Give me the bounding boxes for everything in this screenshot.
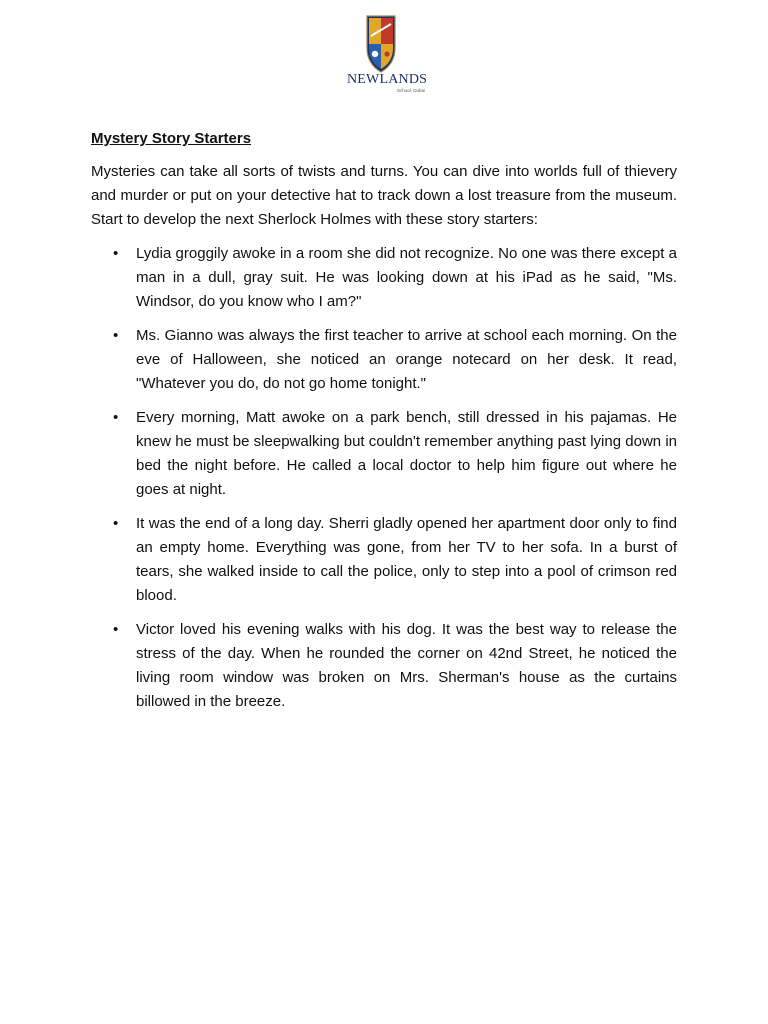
list-item — [91, 618, 677, 714]
bullet-icon: • — [113, 621, 119, 638]
bullet-icon: • — [113, 327, 119, 344]
crest-icon — [365, 14, 397, 74]
list-item-text: Lydia groggily awoke in a room she did not recognize. No one was there except a man in a dull, gray suit. He was looking down at his iPad as he said, "Ms. Windsor, do you know who I am?" — [136, 245, 677, 310]
logo-wordmark: NEWLANDS — [347, 72, 428, 87]
bullet-icon: • — [113, 245, 119, 262]
logo-tagline: School, Dubai — [396, 88, 425, 93]
list-item-text: Every morning, Matt awoke on a park bench, still dressed in his pajamas. He knew he must be sleepwalking but couldn't remember anything past lying down in bed the night before. He called a local doctor to help him figure out where he goes at night. — [136, 409, 677, 498]
intro-paragraph: Mysteries can take all sorts of twists and turns. You can dive into worlds full of thievery and murder or put on your detective hat to track down a lost treasure from the museum. Start to develop the next Sherlock Holmes with these story starters: — [91, 163, 677, 228]
bullet-icon: • — [113, 515, 119, 532]
list-item — [91, 324, 677, 396]
story-starters-list — [91, 242, 677, 714]
list-item — [91, 512, 677, 608]
list-item-text: Victor loved his evening walks with his dog. It was the best way to release the stress of the day. When he rounded the corner on 42nd Street, he noticed the living room window was broken on Mrs. Sherman's house as the curtains billowed in the breeze. — [136, 621, 677, 710]
list-item — [91, 242, 677, 314]
bullet-icon: • — [113, 409, 119, 426]
document-body — [91, 128, 677, 724]
list-item-text: It was the end of a long day. Sherri gladly opened her apartment door only to find an empty home. Everything was gone, from her TV to her sofa. In a burst of tears, she walked inside to call the police, only to step into a pool of crimson red blood. — [136, 515, 677, 604]
school-logo — [345, 14, 428, 96]
page-title: Mystery Story Starters — [91, 130, 252, 147]
list-item — [91, 406, 677, 502]
list-item-text: Ms. Gianno was always the first teacher to arrive at school each morning. On the eve of Halloween, she noticed an orange notecard on her desk. It read, "Whatever you do, do not go home tonight." — [136, 327, 677, 392]
